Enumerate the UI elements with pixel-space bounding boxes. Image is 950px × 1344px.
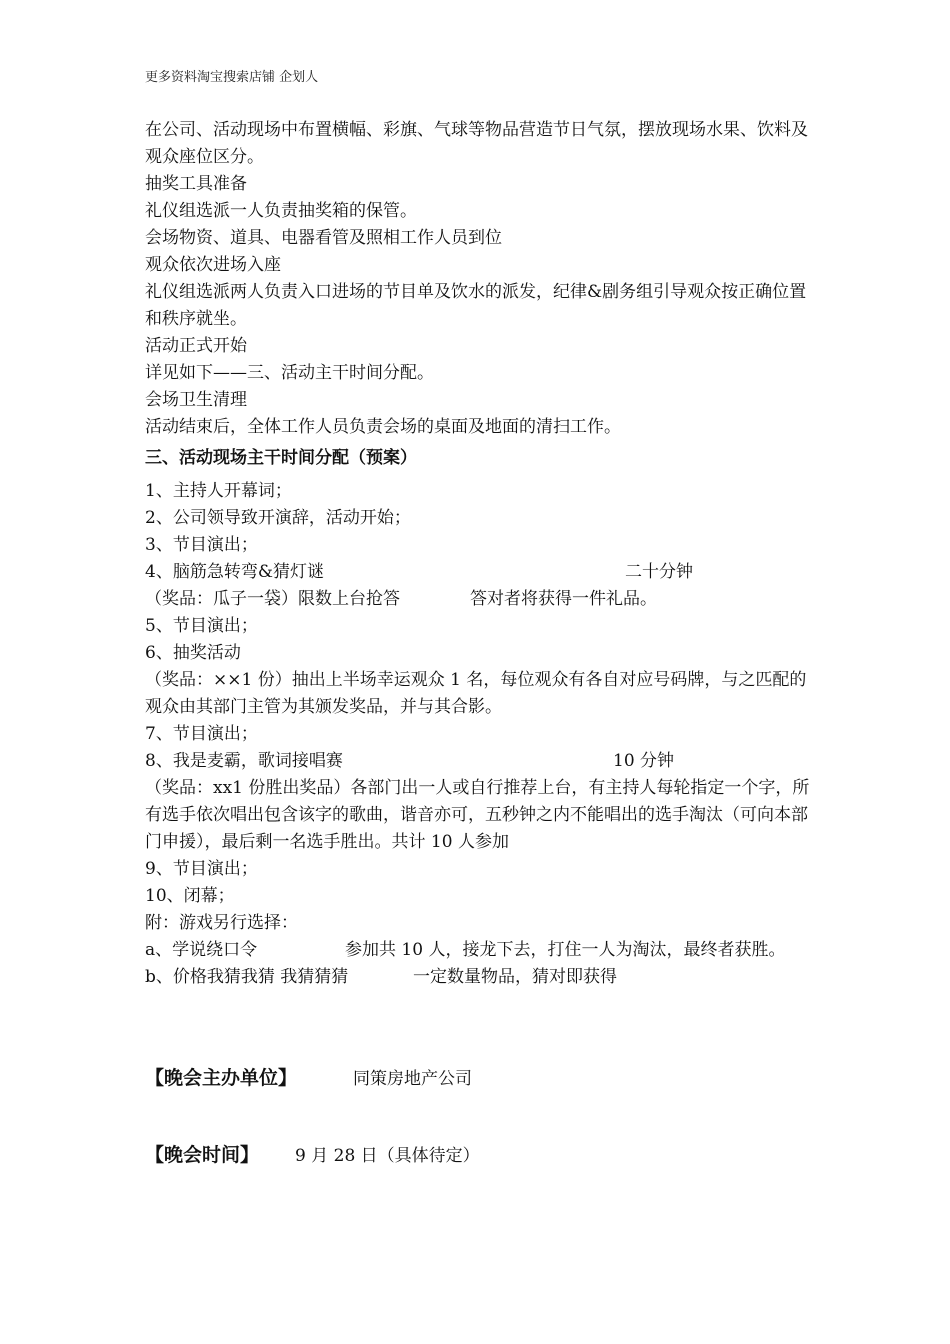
- prep-line-5: 观众依次进场入座: [145, 255, 281, 275]
- item8-name: 8、我是麦霸，歌词接唱赛: [145, 751, 343, 771]
- item4-time: 二十分钟: [625, 562, 693, 582]
- schedule-item-4-note: [145, 586, 810, 613]
- game-b: [145, 964, 810, 991]
- game-a-name: a、学说绕口令: [145, 940, 258, 960]
- organizer-row: [145, 1063, 472, 1090]
- section3-heading: 三、活动现场主干时间分配（预案）: [145, 448, 417, 468]
- schedule-item-4: [145, 559, 810, 586]
- item4-rule: 答对者将获得一件礼品。: [470, 589, 657, 609]
- prep-line-6: 礼仪组选派两人负责入口进场的节目单及饮水的派发，纪律&剧务组引导观众按正确位置和秩序就坐。: [145, 282, 807, 329]
- prep-line-9: 会场卫生清理: [145, 390, 247, 410]
- event-time-label: 【晚会时间】: [145, 1144, 260, 1166]
- prep-line-8: 详见如下——三、活动主干时间分配。: [145, 363, 434, 383]
- document-body: [145, 117, 810, 991]
- prep-line-3: 礼仪组选派一人负责抽奖箱的保管。: [145, 201, 417, 221]
- game-a-desc: 参加共 10 人，接龙下去，打住一人为淘汰，最终者获胜。: [345, 940, 786, 960]
- organizer-label: 【晚会主办单位】: [145, 1067, 298, 1089]
- event-time-value: 9 月 28 日（具体待定）: [295, 1146, 480, 1166]
- schedule-item-8: [145, 748, 810, 775]
- game-b-desc: 一定数量物品，猜对即获得: [413, 967, 617, 987]
- schedule-item-6-note: （奖品：××1 份）抽出上半场幸运观众 1 名，每位观众有各自对应号码牌，与之匹配的观众由其部门主管为其颁发奖品，并与其合影。: [145, 670, 807, 717]
- game-b-name: b、价格我猜我猜 我猜猜猜: [145, 967, 349, 987]
- event-time-row: [145, 1140, 480, 1167]
- schedule-item-1: 1、主持人开幕词；: [145, 481, 292, 501]
- item4-prize: （奖品：瓜子一袋）限数上台抢答: [145, 589, 400, 609]
- organizer-value: 同策房地产公司: [353, 1069, 472, 1089]
- schedule-item-8-note: （奖品：xx1 份胜出奖品）各部门出一人或自行推荐上台，有主持人每轮指定一个字，所有选手依次唱出包含该字的歌曲，谐音亦可，五秒钟之内不能唱出的选手淘汰（可向本部门申援），最后剩一名选手胜出。共计 10 人参加: [145, 778, 810, 852]
- schedule-item-5: 5、节目演出；: [145, 616, 258, 636]
- schedule-item-6: 6、抽奖活动: [145, 643, 241, 663]
- schedule-item-10: 10、闭幕；: [145, 886, 235, 906]
- prep-line-1: 在公司、活动现场中布置横幅、彩旗、气球等物品营造节日气氛，摆放现场水果、饮料及观众座位区分。: [145, 120, 808, 167]
- appendix-label: 附：游戏另行选择：: [145, 913, 298, 933]
- prep-line-4: 会场物资、道具、电器看管及照相工作人员到位: [145, 228, 502, 248]
- schedule-item-3: 3、节目演出；: [145, 535, 258, 555]
- schedule-item-7: 7、节目演出；: [145, 724, 258, 744]
- schedule-item-2: 2、公司领导致开演辞，活动开始；: [145, 508, 411, 528]
- game-a: [145, 937, 810, 964]
- prep-line-7: 活动正式开始: [145, 336, 247, 356]
- item4-name: 4、脑筋急转弯&猜灯谜: [145, 562, 324, 582]
- schedule-item-9: 9、节目演出；: [145, 859, 258, 879]
- page-header: 更多资料淘宝搜索店铺 企划人: [145, 70, 319, 85]
- prep-line-10: 活动结束后，全体工作人员负责会场的桌面及地面的清扫工作。: [145, 417, 621, 437]
- prep-line-2: 抽奖工具准备: [145, 174, 247, 194]
- item8-time: 10 分钟: [613, 751, 675, 771]
